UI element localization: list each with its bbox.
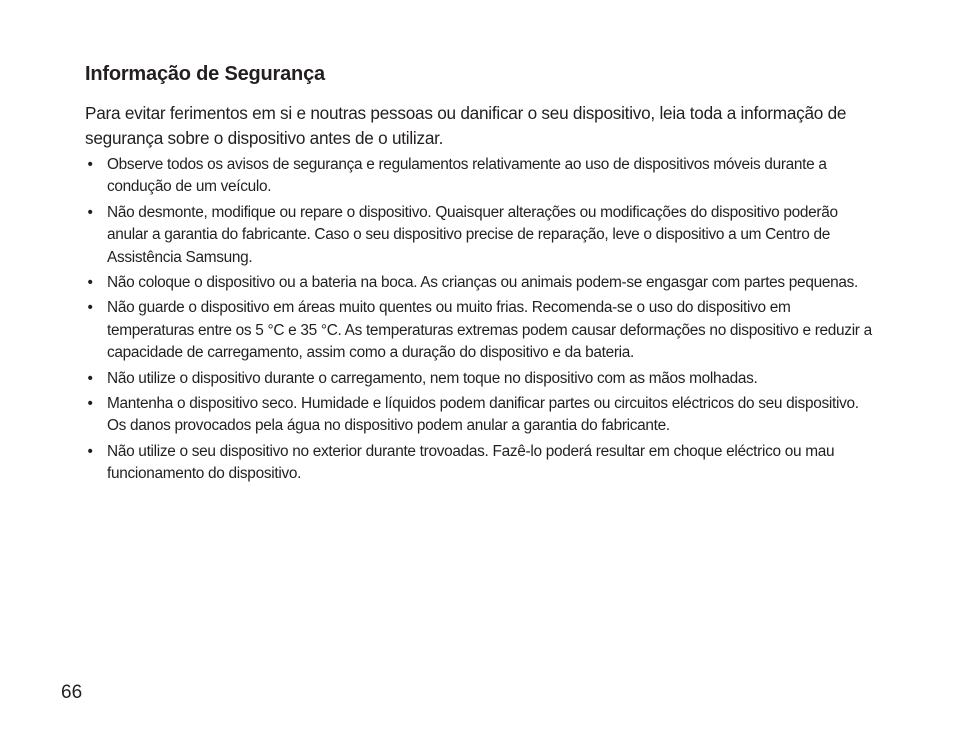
bullet-marker: • [87, 203, 93, 221]
safety-bullet-list [85, 154, 877, 489]
bullet-marker: • [87, 369, 93, 387]
bullet-marker: • [87, 274, 93, 292]
safety-bullet-item [85, 441, 877, 486]
bullet-text: Mantenha o dispositivo seco. Humidade e líquidos podem danificar partes ou circuitos eléctricos do seu dispositivo. Os danos provocados pela água no dispositivo podem anular a garantia do fabricante. [107, 395, 859, 435]
page-number: 66 [61, 682, 83, 703]
safety-bullet-item [85, 202, 877, 269]
bullet-text: Observe todos os avisos de segurança e regulamentos relativamente ao uso de dispositivos móveis durante a condução de um veículo. [107, 156, 827, 196]
safety-bullet-item [85, 297, 877, 364]
bullet-text: Não utilize o seu dispositivo no exterior durante trovoadas. Fazê-lo poderá resultar em choque eléctrico ou mau funcionamento do dispositivo. [107, 442, 835, 483]
safety-bullet-item [85, 393, 877, 438]
bullet-text: Não utilize o dispositivo durante o carregamento, nem toque no dispositivo com as mãos molhadas. [107, 369, 758, 387]
bullet-text: Não guarde o dispositivo em áreas muito quentes ou muito frias. Recomenda-se o uso do dispositivo em temperaturas entre os 5 °C e 35 °C. As temperaturas extremas podem causar deformações no dispositivo e reduzir a capacidade de carregamento, assim como a duração do dispositivo e da bateria. [107, 299, 872, 362]
safety-bullet-item [85, 272, 877, 294]
safety-bullet-item [85, 368, 877, 390]
intro-paragraph: Para evitar ferimentos em si e noutras pessoas ou danificar o seu dispositivo, leia toda a informação de segurança sobre o dispositivo antes de o utilizar. [85, 103, 847, 148]
bullet-marker: • [87, 442, 93, 460]
bullet-text: Não desmonte, modifique ou repare o dispositivo. Quaisquer alterações ou modificações do dispositivo poderão anular a garantia do fabricante. Caso o seu dispositivo precise de reparação, leve o dispositivo a um Centro de Assistência Samsung. [107, 203, 838, 266]
bullet-marker: • [87, 299, 93, 317]
safety-bullet-item [85, 154, 877, 199]
section-title: Informação de Segurança [85, 63, 325, 85]
bullet-text: Não coloque o dispositivo ou a bateria na boca. As crianças ou animais podem-se engasgar com partes pequenas. [107, 274, 858, 292]
bullet-marker: • [87, 395, 93, 413]
bullet-marker: • [87, 156, 93, 173]
